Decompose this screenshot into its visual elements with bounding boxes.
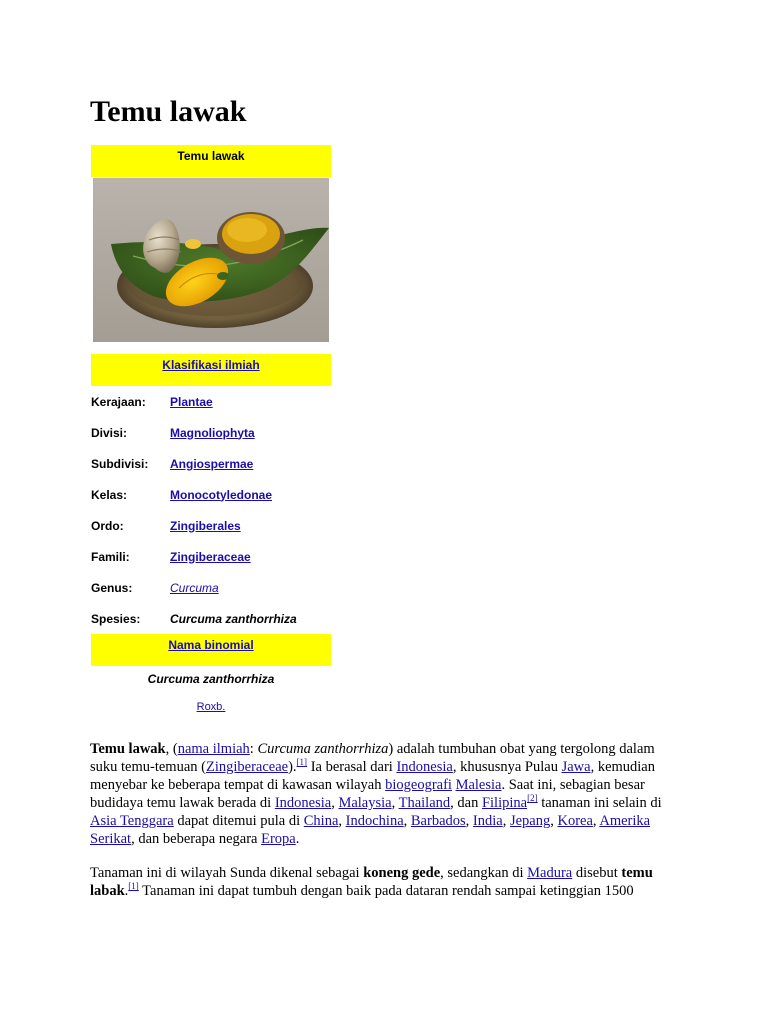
text: Tanaman ini di wilayah Sunda dikenal sebagai xyxy=(90,865,364,881)
link-indonesia[interactable]: Indonesia xyxy=(396,759,453,775)
taxon-label: Kerajaan: xyxy=(91,394,146,409)
infobox-header: Temu lawak xyxy=(91,145,331,177)
binomial-link[interactable]: Nama binomial xyxy=(168,638,254,652)
text: , xyxy=(331,795,339,811)
text: Tanaman ini dapat tumbuh dengan baik pada dataran rendah sampai ketinggian 1500 xyxy=(138,883,634,899)
taxon-row-kerajaan xyxy=(91,386,331,417)
text: , xyxy=(592,813,600,829)
taxon-label: Ordo: xyxy=(91,518,124,533)
link-eropa[interactable]: Eropa xyxy=(261,831,296,847)
text: , xyxy=(391,795,399,811)
taxon-row-genus xyxy=(91,572,331,603)
taxon-label: Divisi: xyxy=(91,425,128,440)
binomial-header xyxy=(91,634,331,666)
link-barbados[interactable]: Barbados xyxy=(410,813,466,829)
taxon-row-famili xyxy=(91,541,331,572)
classification-link[interactable]: Klasifikasi ilmiah xyxy=(162,358,260,372)
text: , kemudian menyebar ke beberapa tempat di kawasan wilayah xyxy=(90,759,655,793)
text: disebut xyxy=(572,865,622,881)
link-amerika-serikat[interactable]: Amerika Serikat xyxy=(90,813,651,847)
taxon-row-ordo xyxy=(91,510,331,541)
text: . Saat ini, sebagian besar budidaya temu lawak berada di xyxy=(90,777,645,811)
text: , khususnya Pulau xyxy=(452,759,562,775)
taxon-label: Kelas: xyxy=(91,487,128,502)
taxon-label: Spesies: xyxy=(91,611,141,626)
taxon-label: Subdivisi: xyxy=(91,456,149,471)
link-korea[interactable]: Korea xyxy=(557,813,593,829)
link-indonesia-2[interactable]: Indonesia xyxy=(274,795,332,811)
second-paragraph xyxy=(90,864,680,900)
page-title: Temu lawak xyxy=(90,95,247,128)
taxon-link-curcuma[interactable]: Curcuma xyxy=(170,580,219,595)
temulawak-photo xyxy=(93,178,329,342)
link-indochina[interactable]: Indochina xyxy=(345,813,404,829)
text: , dan beberapa negara xyxy=(131,831,262,847)
taxon-row-spesies xyxy=(91,603,331,634)
intro-paragraph xyxy=(90,740,680,848)
authority-link[interactable]: Roxb. xyxy=(196,701,226,713)
link-biogeografi[interactable]: biogeografi xyxy=(385,777,452,793)
photo-illustration xyxy=(93,178,329,342)
taxon-link-zingiberales[interactable]: Zingiberales xyxy=(170,518,241,533)
binomial-name: Curcuma zanthorrhiza xyxy=(147,672,275,686)
text: ) adalah tumbuhan obat yang tergolong dalam suku temu-temuan ( xyxy=(90,741,655,775)
text: tanaman ini selain di xyxy=(537,795,662,811)
text: , xyxy=(502,813,510,829)
link-madura[interactable]: Madura xyxy=(527,865,573,881)
text: , xyxy=(465,813,473,829)
link-india[interactable]: India xyxy=(472,813,503,829)
taxon-label: Famili: xyxy=(91,549,130,564)
taxon-row-divisi xyxy=(91,417,331,448)
taxon-link-magnoliophyta[interactable]: Magnoliophyta xyxy=(170,425,255,440)
link-asia-tenggara[interactable]: Asia Tenggara xyxy=(90,813,174,829)
italic-term: Curcuma zanthorrhiza xyxy=(257,741,389,757)
text: : xyxy=(249,741,258,757)
text: , dan xyxy=(450,795,482,811)
reference-link-1[interactable]: [1] xyxy=(296,757,308,768)
taxon-label: Genus: xyxy=(91,580,133,595)
reference-link-2[interactable]: [2] xyxy=(527,793,538,804)
taxon-species-value: Curcuma zanthorrhiza xyxy=(170,611,297,626)
text: , xyxy=(338,813,346,829)
classification-header xyxy=(91,354,331,386)
taxon-row-subdivisi xyxy=(91,448,331,479)
link-nama-ilmiah[interactable]: nama ilmiah xyxy=(177,741,250,757)
text: . xyxy=(124,883,129,899)
taxon-link-angiospermae[interactable]: Angiospermae xyxy=(170,456,254,471)
taxobox xyxy=(91,145,331,722)
link-zingiberaceae[interactable]: Zingiberaceae xyxy=(205,759,289,775)
reference-link-1b[interactable]: [1] xyxy=(128,881,139,892)
taxon-link-zingiberaceae[interactable]: Zingiberaceae xyxy=(170,549,251,564)
text: ). xyxy=(288,759,297,775)
bold-term: temu labak xyxy=(90,865,653,899)
text: , xyxy=(550,813,558,829)
link-malaysia[interactable]: Malaysia xyxy=(338,795,392,811)
text: . xyxy=(295,831,300,847)
binomial-authority xyxy=(91,692,331,722)
taxon-link-monocotyledonae[interactable]: Monocotyledonae xyxy=(170,487,273,502)
text: , xyxy=(403,813,411,829)
link-jepang[interactable]: Jepang xyxy=(509,813,551,829)
taxon-link-plantae[interactable]: Plantae xyxy=(170,394,213,409)
bold-term: koneng gede xyxy=(363,865,441,881)
text: dapat ditemui pula di xyxy=(173,813,304,829)
link-jawa[interactable]: Jawa xyxy=(561,759,591,775)
link-china[interactable]: China xyxy=(303,813,339,829)
taxon-row-kelas xyxy=(91,479,331,510)
link-filipina[interactable]: Filipina xyxy=(481,795,528,811)
bold-term: Temu lawak xyxy=(90,741,166,757)
text: , ( xyxy=(165,741,178,757)
link-thailand[interactable]: Thailand xyxy=(398,795,451,811)
text: Ia berasal dari xyxy=(307,759,397,775)
link-malesia[interactable]: Malesia xyxy=(455,777,502,793)
text: , sedangkan di xyxy=(440,865,528,881)
